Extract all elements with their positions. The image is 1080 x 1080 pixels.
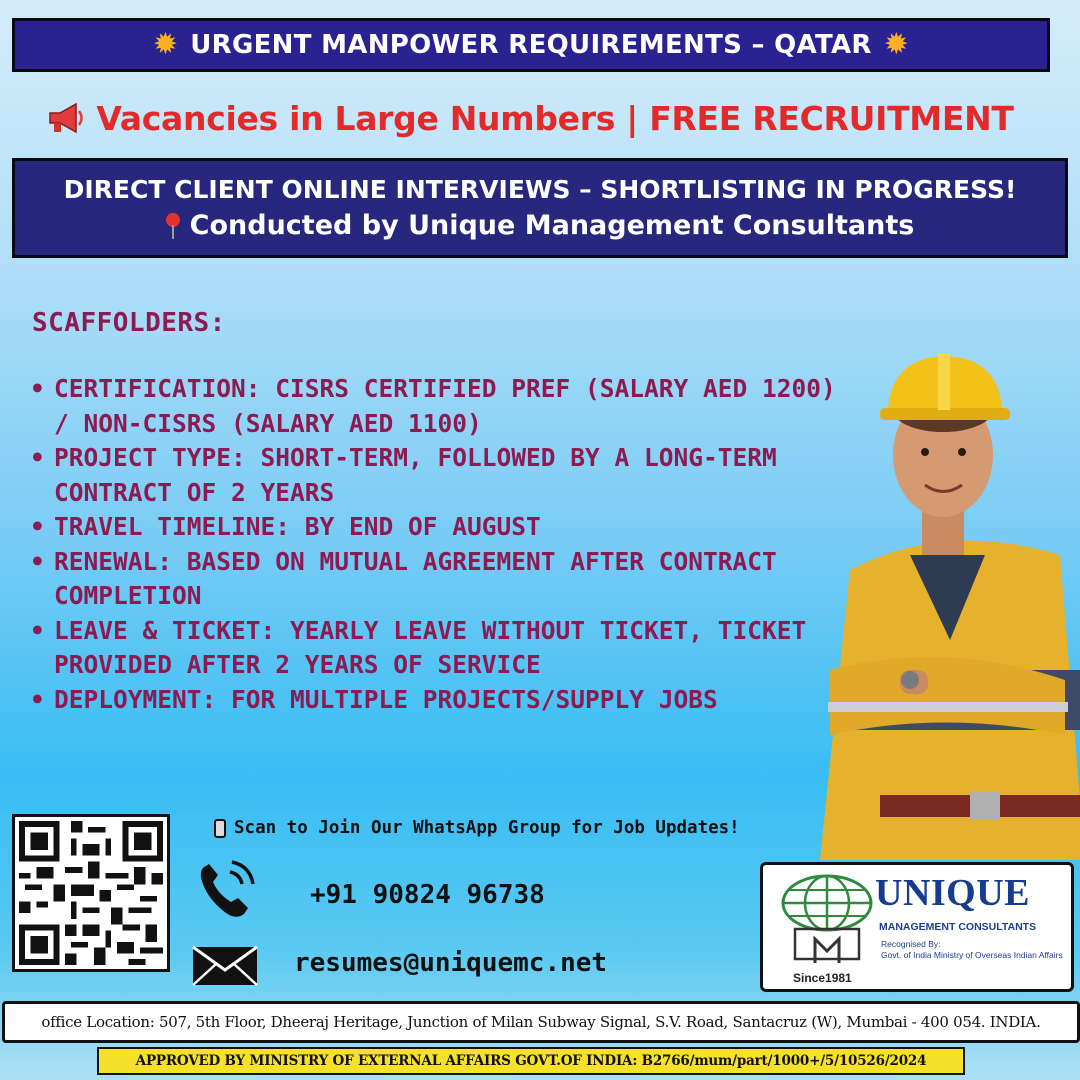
m-emblem-icon	[791, 927, 863, 967]
interview-line: DIRECT CLIENT ONLINE INTERVIEWS – SHORTLISTING IN PROGRESS!	[63, 175, 1017, 204]
list-item: • RENEWAL: BASED ON MUTUAL AGREEMENT AFTER CONTRACT COMPLETION	[30, 545, 860, 614]
approval-bar	[97, 1047, 965, 1075]
logo-recognition	[881, 939, 1063, 961]
list-item: • DEPLOYMENT: FOR MULTIPLE PROJECTS/SUPPLY JOBS	[30, 683, 860, 718]
banner-title: URGENT MANPOWER REQUIREMENTS – QATAR	[190, 30, 872, 60]
location-pin-icon	[166, 213, 180, 239]
mobile-phone-icon	[214, 819, 226, 838]
job-title: SCAFFOLDERS:	[32, 308, 226, 338]
logo-since: Since1981	[793, 971, 852, 985]
conducted-by-line	[15, 210, 1065, 241]
office-location-bar	[2, 1001, 1080, 1043]
list-item: • PROJECT TYPE: SHORT-TERM, FOLLOWED BY A LONG-TERM CONTRACT OF 2 YEARS	[30, 441, 860, 510]
list-item: • CERTIFICATION: CISRS CERTIFIED PREF (SALARY AED 1200) / NON-CISRS (SALARY AED 1100)	[30, 372, 860, 441]
top-banner	[12, 18, 1050, 72]
logo-subtitle: MANAGEMENT CONSULTANTS	[879, 921, 1037, 933]
list-item: • TRAVEL TIMELINE: BY END OF AUGUST	[30, 510, 860, 545]
logo-name: UNIQUE	[875, 872, 1031, 914]
company-logo	[760, 862, 1074, 992]
scan-text: Scan to Join Our WhatsApp Group for Job Updates!	[234, 818, 740, 838]
recognised-label: Recognised By:	[881, 939, 941, 949]
subtitle-text: Vacancies in Large Numbers | FREE RECRUITMENT	[96, 98, 1014, 138]
recognised-by: Govt. of India Ministry of Overseas Indian Affairs	[881, 950, 1063, 960]
list-item: • LEAVE & TICKET: YEARLY LEAVE WITHOUT TICKET, TICKET PROVIDED AFTER 2 YEARS OF SERVICE	[30, 614, 860, 683]
sun-icon: ✹	[152, 27, 179, 62]
envelope-icon	[192, 946, 258, 986]
email-address[interactable]: resumes@uniquemc.net	[294, 948, 608, 978]
vacancies-subtitle	[0, 92, 1060, 144]
sun-icon: ✹	[883, 27, 910, 62]
globe-icon	[781, 873, 873, 933]
office-location: office Location: 507, 5th Floor, Dheeraj Heritage, Junction of Milan Subway Signal, S.V. Road, Santacruz (W), Mumbai - 400 054. INDIA.	[41, 1013, 1041, 1031]
scan-instruction	[214, 818, 740, 838]
interview-box	[12, 158, 1068, 258]
conducted-by-text: Conducted by Unique Management Consultants	[189, 210, 915, 241]
phone-number[interactable]: +91 90824 96738	[310, 880, 545, 910]
telephone-icon	[196, 858, 258, 920]
whatsapp-qr-code[interactable]	[12, 814, 170, 972]
megaphone-icon	[46, 101, 86, 135]
job-details-list	[30, 372, 860, 717]
construction-worker-image	[810, 340, 1080, 860]
approval-text: APPROVED BY MINISTRY OF EXTERNAL AFFAIRS GOVT.OF INDIA: B2766/mum/part/1000+/5/10526/2024	[135, 1053, 927, 1069]
